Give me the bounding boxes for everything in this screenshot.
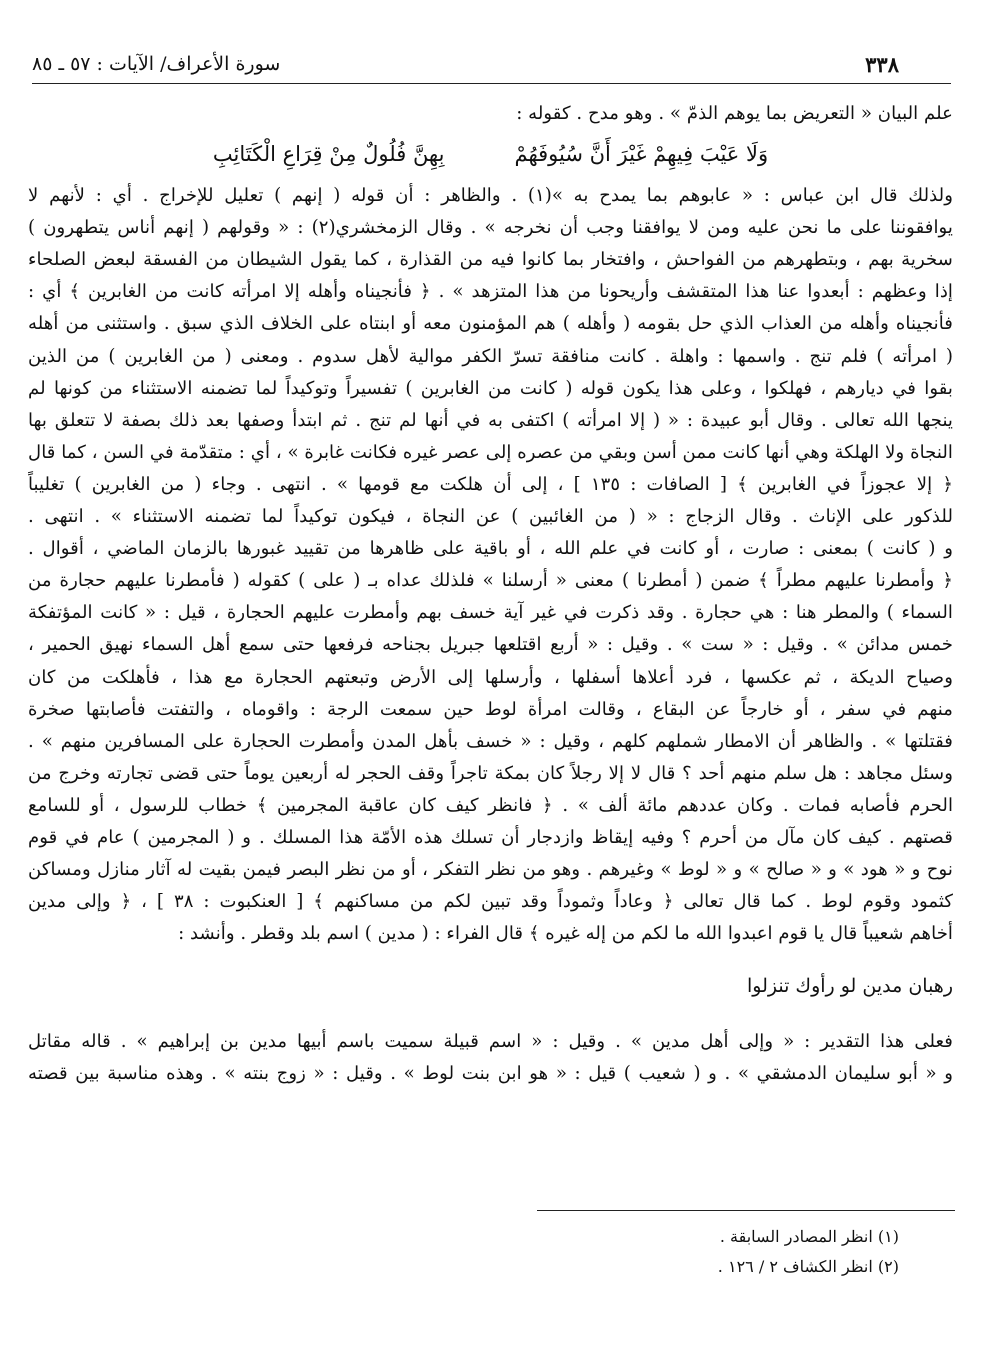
page-header	[32, 48, 899, 80]
text-line: ولذلك قال ابن عباس : « عابوهم بما يمدح به »(١) . والظاهر : أن قوله ( إنهم ) تعليل للإخراج . أي : لأنهم لا	[28, 185, 953, 207]
text-line: يوافقوننا على ما نحن عليه ومن لا يوافقنا وجب أن نخرجه » . وقال الزمخشري(٢) : « وقولهم ( إنهم أناس يتطهرون )	[28, 217, 953, 239]
text-line: النجاة ولا الهلكة وهي أنها كانت ممن أسن وبقي من عصره إلى عصر غيره فكانت غابرة » ، أي : متقدّمة في السن ، كما قال	[28, 441, 953, 463]
text-line: أخاهم شعيباً قال يا قوم اعبدوا الله ما لكم من إله غيره ﴾ قال الفراء : ( مدين ) اسم بلد وقطر . وأنشد :	[178, 923, 953, 945]
footnote-2: (٢) انظر الكشاف ٢ / ١٢٦ .	[717, 1257, 899, 1276]
poem-quote: رهبان مدين لو رأوك تنزلوا	[746, 975, 953, 998]
verse-second-hemistich: بِهِنَّ فُلُولٌ مِنْ قِرَاعِ الْكَتَائِبِ	[212, 142, 445, 167]
text-line: نوح و « هود » و « صالح » و « لوط » وغيرهم . وهو من نظر التفكر ، أو من نظر البصر فيمن بقيت له آثار منازل ومساكن	[28, 859, 953, 881]
running-title: سورة الأعراف/ الآيات : ٥٧ ـ ٨٥	[32, 53, 281, 75]
text-line: وصياح الديكة ، ثم عكسها ، فرد أعلاها أسفلها ، وأرسلها إلى الأرض وتبعتهم الحجارة مع هذا ، فأهلكت من كان	[28, 666, 953, 688]
text-line: الحرم فأصابه فمات . وكان عددهم مائة ألف » . ﴿ فانظر كيف كان عاقبة المجرمين ﴾ خطاب للرسول ، أو للسامع	[28, 794, 953, 816]
text-line: السماء ) والمطر هنا : هي حجارة . وقد ذكرت في غير آية خسف بهم وأمطرت عليهم الحجارة ، قيل : « كانت المؤتفكة	[28, 602, 953, 624]
text-line: ﴿ وأمطرنا عليهم مطراً ﴾ ضمن ( أمطرنا ) معنى « أرسلنا » فلذلك عداه بـ ( على ) كقوله ( فأمطرنا عليهم حجارة من	[28, 570, 953, 592]
text-line: للذكور على الإناث . وقال الزجاج : « ( من الغائبين ) عن النجاة ، فيكون توكيداً لما تضمنه الاستثناء » . انتهى .	[28, 506, 953, 528]
text-line: فأنجيناه وأهله من العذاب الذي حل بقومه ( وأهله ) هم المؤمنون معه أو ابنتاه على الخلاف الذي سبق . واستثنى من أهله	[28, 313, 953, 335]
main-text	[28, 98, 953, 1091]
text-line: بقوا في ديارهم ، فهلكوا ، وعلى هذا يكون قوله ( كانت من الغابرين ) تفسيراً وتوكيداً لما تضمنه الاستثناء من كونها لم	[28, 377, 953, 399]
text-line: وسئل مجاهد : هل سلم منهم أحد ؟ قال لا إلا رجلاً كان بمكة تاجراً وقف الحجر له أربعين يوماً حتى قضى تجارته وخرج من	[28, 762, 953, 784]
page-number: ٣٣٨	[865, 51, 899, 77]
poetry-verse	[28, 134, 953, 174]
verse-first-hemistich: وَلَا عَيْبَ فِيهِمْ غَيْرَ أَنَّ سُيُوفَهُمْ	[514, 142, 769, 167]
text-line: ينجها الله تعالى . وقال أبو عبيدة : « ( إلا امرأته ) اكتفى به في أنها لم تنج . ثم ابتدأ وصفها بعد ذلك بصفة لا تتعلق بها	[28, 409, 953, 431]
header-divider	[32, 83, 951, 84]
text-line: قصتهم . كيف كان مآل من أحرم ؟ وفيه إيقاظ وازدجار أن تسلك هذه الأمّة هذا المسلك . و ( المجرمين ) عام في قوم	[28, 826, 953, 848]
text-line: و « أبو سليمان الدمشقي » . و ( شعيب ) قيل : « هو ابن بنت لوط » . وقيل : « زوج بنته » . وهذه مناسبة بين قصته	[28, 1063, 953, 1085]
intro-line: علم البيان « التعريض بما يوهم الذمّ » . وهو مدح . كقوله :	[516, 103, 953, 124]
text-line: سخرية بهم ، وبتطهرهم من الفواحش ، وافتخار بما كانوا فيه من القذارة ، كما يقول الشيطان من الفسقة لبعض الصلحاء	[28, 249, 953, 271]
text-line: خمس مدائن » . وقيل : « ست » . وقيل : « أربع اقتلعها جبريل بجناحه فرفعها حتى سمع أهل السماء نهيق الحمير ،	[28, 634, 953, 656]
text-line: إذا وعظهم : أبعدوا عنا هذا المتقشف وأريحونا من هذا المتزهد » . ﴿ فأنجيناه وأهله إلا امرأته كانت من الغابرين ﴾ أي :	[28, 281, 953, 303]
footnotes	[718, 1222, 899, 1282]
footnote-divider	[537, 1210, 955, 1211]
text-line: منهم في سفر ، أو خارجاً عن البقاع ، وقالت امرأة لوط حين سمعت الرجة : واقوماه ، والتفتت فأصابتها صخرة	[28, 698, 953, 720]
text-line: فقتلتها » . والظاهر أن الامطار شملهم كلهم ، وقيل : « خسف بأهل المدن وأمطرت الحجارة على المسافرين منهم » .	[28, 730, 953, 752]
text-line: كثمود وقوم لوط . كما قال تعالى ﴿ وعاداً وثموداً وقد تبين لكم من مساكنهم ﴾ [ العنكبوت : ٣٨ ] ، ﴿ وإلى مدين	[28, 891, 953, 913]
text-line: فعلى هذا التقدير : « وإلى أهل مدين » . وقيل : « اسم قبيلة سميت باسم أبيها مدين بن إبراهيم » . قاله مقاتل	[28, 1031, 953, 1053]
footnote-1: (١) انظر المصادر السابقة .	[719, 1227, 899, 1246]
text-line: ( امرأته ) فلم تنج . واسمها : واهلة . كانت منافقة تسرّ الكفر موالية لأهل سدوم . ومعنى ( من الغابرين ) من الذين	[28, 345, 953, 367]
text-line: و ( كانت ) بمعنى : صارت ، أو كانت في علم الله ، أو باقية على ظاهرها من تقييد غبورها بالزمان الماضي ، أقوال .	[28, 538, 953, 560]
text-line: ﴿ إلا عجوزاً في الغابرين ﴾ [ الصافات : ١٣٥ ] ، إلى أن هلكت مع قومها » . انتهى . وجاء ( من الغابرين ) تغليباً	[28, 473, 953, 495]
